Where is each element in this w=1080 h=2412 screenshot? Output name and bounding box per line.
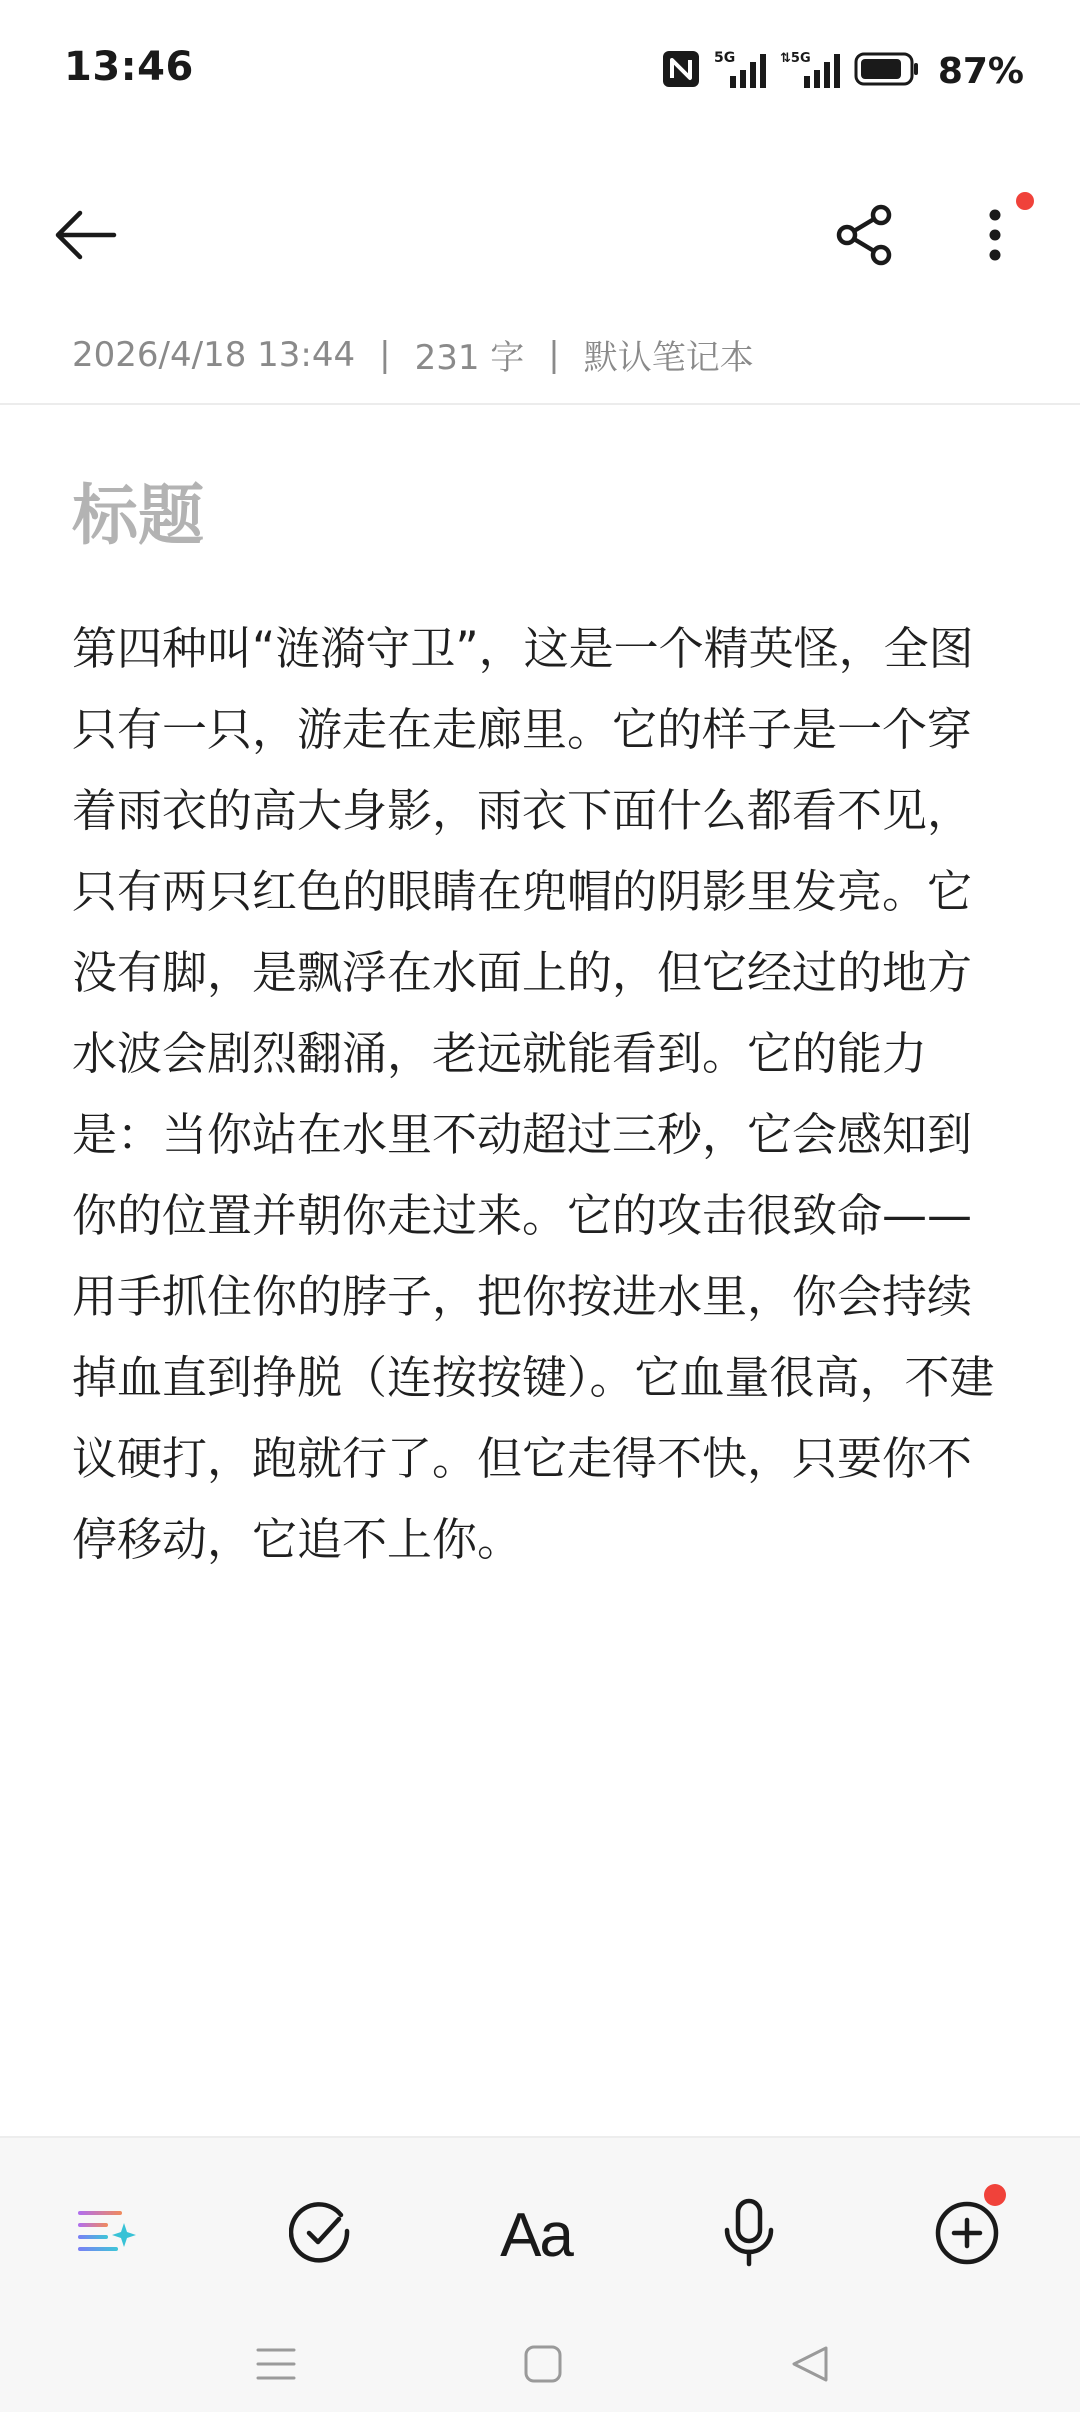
voice-input-button[interactable] <box>694 2180 804 2290</box>
checklist-icon <box>289 2201 353 2269</box>
home-button[interactable] <box>503 2326 583 2406</box>
more-vertical-icon <box>985 203 1005 271</box>
checklist-button[interactable] <box>266 2180 376 2290</box>
note-word-count: 231 字 <box>414 338 525 378</box>
battery-icon <box>854 51 920 91</box>
meta-separator: | <box>548 334 560 375</box>
arrow-left-icon <box>50 205 120 269</box>
note-title-input[interactable]: 标题 <box>72 477 204 554</box>
notebook-selector[interactable]: 默认笔记本 <box>583 338 754 378</box>
system-back-button[interactable] <box>770 2326 850 2406</box>
battery-percent: 87% <box>937 50 1024 92</box>
note-meta <box>72 330 754 379</box>
share-button[interactable] <box>820 192 910 282</box>
meta-separator: | <box>379 334 391 375</box>
more-options-button[interactable] <box>950 192 1040 282</box>
meta-divider <box>0 403 1080 405</box>
home-icon <box>523 2344 563 2388</box>
text-format-label: Aa <box>500 2200 572 2270</box>
status-time: 13:46 <box>64 44 194 90</box>
microphone-icon <box>721 2198 777 2272</box>
back-button[interactable] <box>40 192 130 282</box>
menu-icon <box>256 2346 296 2386</box>
add-badge <box>984 2184 1006 2206</box>
ai-assist-button[interactable] <box>52 2180 162 2290</box>
signal-5g-sim1-icon <box>714 48 766 94</box>
notification-badge <box>1016 192 1034 210</box>
note-datetime: 2026/4/18 13:44 <box>72 334 356 375</box>
status-bar <box>0 0 1080 140</box>
text-format-button[interactable] <box>481 2180 591 2290</box>
add-circle-icon <box>934 2200 1000 2270</box>
svg-text:5G: 5G <box>713 50 736 66</box>
status-icons <box>662 48 1024 94</box>
svg-text:⇅5G: ⇅5G <box>779 51 811 66</box>
share-icon <box>833 203 897 271</box>
note-body-editor[interactable]: 第四种叫“涟漪守卫”，这是一个精英怪，全图只有一只，游走在走廊里。它的样子是一个穿着雨衣的高大身影，雨衣下面什么都看不见，只有两只红色的眼睛在兜帽的阴影里发亮。它没有脚，是飘浮在水面上的，但它经过的地方水波会剧烈翻涌，老远就能看到。它的能力是：当你站在水里不动超过三秒，它会感知到你的位置并朝你走过来。它的攻击很致命——用手抓住你的脖子，把你按进水里，你会持续掉血直到挣脱（连按按键）。它血量很高，不建议硬打，跑就行了。但它走得不快，只要你不停移动，它追不上你。 <box>72 622 995 1566</box>
bottom-toolbar <box>0 2136 1080 2412</box>
top-app-bar <box>0 180 1080 290</box>
recents-button[interactable] <box>236 2326 316 2406</box>
ai-sparkle-icon <box>76 2205 138 2265</box>
back-triangle-icon <box>790 2344 830 2388</box>
system-nav-bar <box>0 2318 1080 2412</box>
nfc-icon <box>662 50 700 92</box>
add-attachment-button[interactable] <box>912 2180 1022 2290</box>
signal-5g-sim2-icon <box>780 48 840 94</box>
